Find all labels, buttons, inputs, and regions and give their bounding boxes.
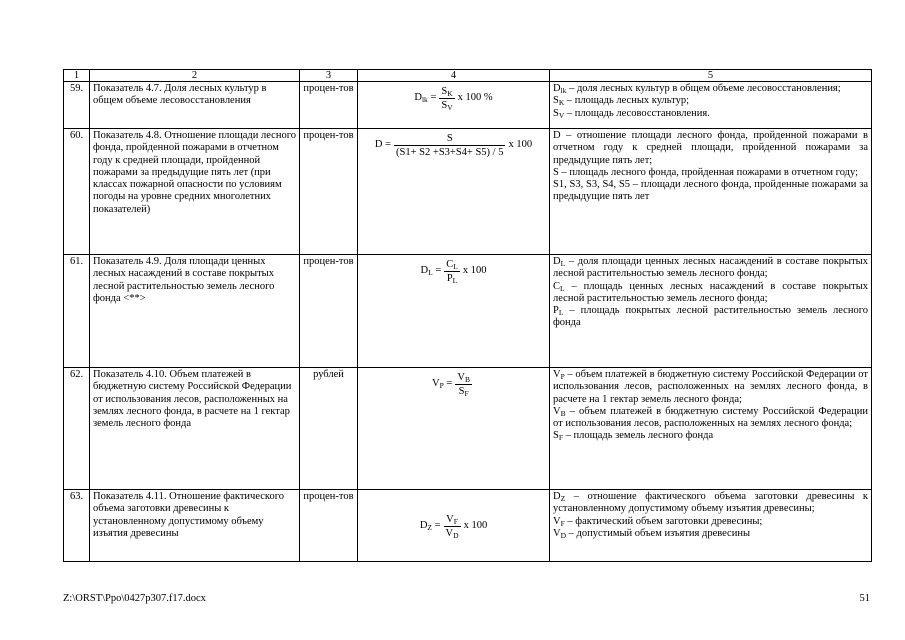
table-row [64,82,872,129]
fraction: $\frac{S}{(S1+ S2 +S3+S4+ S5) / 5}$ [396,133,504,158]
indicator-name: Показатель 4.9. Доля площади ценных лесных насаждений в составе покрытых лесной растительностью земель лесного фонда <**> [90,255,300,368]
formula: $V_P$ = $\frac{V_B}{S_F}$ [432,372,470,398]
row-number: 62. [64,368,90,490]
formula-cell [358,82,550,129]
unit: рублей [300,368,358,490]
unit: процен-тов [300,490,358,562]
fraction: $\frac{C_L}{P_L}$ [446,259,458,285]
indicator-name: Показатель 4.10. Объем платежей в бюджетную систему Российской Федерации от использования лесов, расположенных на землях лесного фонда, в расчете на 1 гектар земель лесного фонда [90,368,300,490]
indicator-name: Показатель 4.7. Доля лесных культур в общем объеме лесовосстановления [90,82,300,129]
formula: $D_L$ = $\frac{C_L}{P_L}$ x 100 [420,259,487,285]
column-number: 2 [90,70,300,82]
table-row [64,129,872,255]
column-number: 3 [300,70,358,82]
column-number: 1 [64,70,90,82]
table-row [64,255,872,368]
fraction: $\frac{V_F}{V_D}$ [445,514,459,540]
formula: $D_{lk}$ = $\frac{S_K}{S_V}$ x 100 % [414,86,493,112]
row-number: 63. [64,490,90,562]
indicator-name: Показатель 4.11. Отношение фактического объема заготовки древесины к установленному допустимому объему изъятия древесины [90,490,300,562]
formula-cell [358,368,550,490]
column-number-row [64,70,872,82]
row-number: 61. [64,255,90,368]
explanation: D – отношение площади лесного фонда, пройденной пожарами в отчетном году к средней площади, пройденной пожарами за предыдущие пять лет; S – площадь лесного фонда, пройденная пожарами в отчетном году; S1, S3, S3, S4, S5 – площади лесного фонда, пройденные пожарами за предыдущие пять лет [550,129,872,255]
formula: $D_Z$ = $\frac{V_F}{V_D}$ x 100 [419,514,488,540]
table-row [64,490,872,562]
unit: процен-тов [300,255,358,368]
formula-cell [358,255,550,368]
fraction: $\frac{V_B}{S_F}$ [457,372,470,398]
row-number: 60. [64,129,90,255]
table-row [64,368,872,490]
fraction: $\frac{S_K}{S_V}$ [441,86,453,112]
explanation: $V_P$ – объем платежей в бюджетную систему Российской Федерации от использования лесов, расположенных на землях лесного фонда, в расчете на 1 гектар земель лесного фонда; $V_B$ – объем платежей в бюджетную систему Российской Федерации от использования лесов, расположенных на землях лесного фонда; $S_F$ – площадь земель лесного фонда [550,368,872,490]
explanation: $D_{lk}$ – доля лесных культур в общем объеме лесовосстановления; $S_K$ – площадь лесных культур; $S_V$ – площадь лесовосстановления. [550,82,872,129]
explanation: $D_Z$ – отношение фактического объема заготовки древесины к установленному допустимому объему изъятия древесины; $V_F$ – фактический объем заготовки древесины; $V_D$ – допустимый объем изъятия древесины [550,490,872,562]
unit: процен-тов [300,82,358,129]
formula-cell [358,490,550,562]
column-number: 4 [358,70,550,82]
unit: процен-тов [300,129,358,255]
indicator-name: Показатель 4.8. Отношение площади лесного фонда, пройденной пожарами в отчетном году к средней площади, пройденной пожарами за предыдущие пять лет (при классах пожарной опасности по условиям погоды на уровне средних многолетних показателей) [90,129,300,255]
row-number: 59. [64,82,90,129]
indicators-table [63,69,872,562]
explanation: $D_L$ – доля площади ценных лесных насаждений в составе покрытых лесной растительностью земель лесного фонда; $C_L$ – площадь ценных лесных насаждений в составе покрытых лесной растительностью земель лесного фонда; $P_L$ – площадь покрытых лесной растительностью земель лесного фонда [550,255,872,368]
page-number: 51 [859,593,870,604]
file-path: Z:\ORST\Ppo\0427p307.f17.docx [63,593,206,604]
formula-cell [358,129,550,255]
formula: D = $\frac{S}{(S1+ S2 +S3+S4+ S5) / 5}$ x 100 [374,133,533,158]
column-number: 5 [550,70,872,82]
